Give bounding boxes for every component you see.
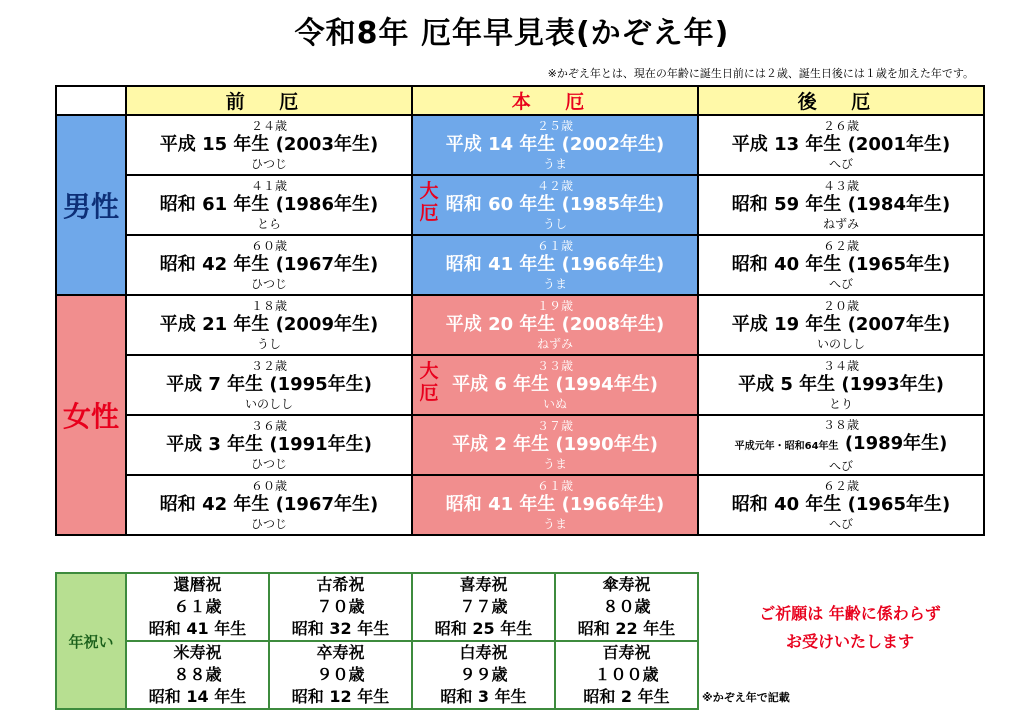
zenyaku-cell bbox=[126, 475, 412, 535]
year-value: (1989年生) bbox=[844, 432, 948, 454]
atoyaku-cell bbox=[698, 295, 984, 355]
era-note: 平成元年・昭和64年生 bbox=[734, 440, 839, 452]
iwai-cell bbox=[555, 573, 698, 641]
taiyaku-bottom: 厄 bbox=[419, 382, 439, 404]
age-text: ４１歳 bbox=[250, 179, 287, 193]
male-row bbox=[56, 115, 984, 175]
age-text: ４２歳 bbox=[536, 179, 573, 193]
honyaku-cell bbox=[412, 175, 698, 235]
iwai-cell bbox=[412, 573, 555, 641]
atoyaku-cell bbox=[698, 355, 984, 415]
zodiac-text: とり bbox=[828, 397, 853, 411]
honyaku-cell bbox=[412, 235, 698, 295]
zodiac-text: へび bbox=[828, 458, 853, 473]
female-row bbox=[56, 475, 984, 535]
taiyaku-mark bbox=[419, 360, 439, 404]
honyaku-cell bbox=[412, 415, 698, 475]
iwai-name: 古希祝 bbox=[316, 575, 365, 594]
header-atoyaku: 後 厄 bbox=[698, 86, 984, 115]
birth-year-text: 平成 6 年生 (1994年生) bbox=[452, 374, 658, 395]
iwai-age: ８８歳 bbox=[173, 665, 222, 684]
atoyaku-cell bbox=[698, 475, 984, 535]
zenyaku-cell bbox=[126, 355, 412, 415]
yakudoshi-table bbox=[55, 85, 985, 536]
birth-year-text: 平成 15 年生 (2003年生) bbox=[159, 134, 379, 155]
header-row bbox=[56, 86, 984, 115]
honyaku-cell bbox=[412, 475, 698, 535]
birth-year-text: 平成 2 年生 (1990年生) bbox=[452, 434, 658, 455]
header-corner bbox=[56, 86, 126, 115]
iwai-name: 米寿祝 bbox=[173, 643, 222, 662]
zenyaku-cell bbox=[126, 175, 412, 235]
age-text: ４３歳 bbox=[822, 179, 859, 193]
age-text: １９歳 bbox=[536, 299, 573, 313]
age-text: ６０歳 bbox=[250, 239, 287, 253]
taiyaku-mark bbox=[419, 180, 439, 224]
atoyaku-cell bbox=[698, 175, 984, 235]
zodiac-text: ねずみ bbox=[536, 337, 573, 351]
age-text: ２５歳 bbox=[536, 119, 573, 133]
age-text: ６２歳 bbox=[822, 479, 859, 493]
iwai-year: 昭和 41 年生 bbox=[148, 619, 247, 638]
iwai-year: 昭和 32 年生 bbox=[291, 619, 390, 638]
age-text: ３４歳 bbox=[822, 359, 859, 373]
age-text: ６２歳 bbox=[822, 239, 859, 253]
iwai-age: ９０歳 bbox=[316, 665, 365, 684]
birth-year-text: 平成 14 年生 (2002年生) bbox=[445, 134, 665, 155]
taiyaku-bottom: 厄 bbox=[419, 202, 439, 224]
zodiac-text: うま bbox=[542, 277, 567, 291]
iwai-age: ８０歳 bbox=[602, 597, 651, 616]
zodiac-text: うし bbox=[542, 217, 567, 231]
age-text: ６１歳 bbox=[536, 479, 573, 493]
iwai-cell bbox=[269, 641, 412, 709]
age-text: ３８歳 bbox=[822, 417, 859, 432]
iwai-age: ９９歳 bbox=[459, 665, 508, 684]
iwai-cell bbox=[555, 641, 698, 709]
age-text: ２０歳 bbox=[822, 299, 859, 313]
zenyaku-cell bbox=[126, 415, 412, 475]
birth-year-text: 昭和 41 年生 (1966年生) bbox=[445, 494, 665, 515]
toshi-iwai-table bbox=[55, 572, 699, 710]
iwai-age: ７７歳 bbox=[459, 597, 508, 616]
iwai-row bbox=[56, 641, 698, 709]
birth-year-text: 平成 7 年生 (1995年生) bbox=[166, 374, 372, 395]
female-row bbox=[56, 295, 984, 355]
birth-year-text: 昭和 59 年生 (1984年生) bbox=[731, 194, 951, 215]
iwai-name: 還暦祝 bbox=[173, 575, 222, 594]
zodiac-text: ねずみ bbox=[822, 217, 859, 231]
birth-year-text bbox=[699, 432, 983, 459]
zodiac-text: うま bbox=[542, 457, 567, 471]
zodiac-text: ひつじ bbox=[250, 277, 287, 291]
zodiac-text: いのしし bbox=[816, 337, 865, 351]
iwai-name: 傘寿祝 bbox=[602, 575, 651, 594]
female-row bbox=[56, 355, 984, 415]
iwai-age: ６１歳 bbox=[173, 597, 222, 616]
zodiac-text: いぬ bbox=[542, 397, 567, 411]
taiyaku-top: 大 bbox=[419, 180, 439, 202]
zodiac-text: ひつじ bbox=[250, 157, 287, 171]
zodiac-text: ひつじ bbox=[250, 517, 287, 531]
iwai-year: 昭和 22 年生 bbox=[577, 619, 676, 638]
zodiac-text: ひつじ bbox=[250, 457, 287, 471]
iwai-name: 卒寿祝 bbox=[316, 643, 365, 662]
iwai-age: ７０歳 bbox=[316, 597, 365, 616]
birth-year-text: 平成 3 年生 (1991年生) bbox=[166, 434, 372, 455]
honyaku-cell bbox=[412, 355, 698, 415]
birth-year-text: 平成 19 年生 (2007年生) bbox=[731, 314, 951, 335]
female-label: 女性 bbox=[56, 295, 126, 535]
zenyaku-cell bbox=[126, 115, 412, 175]
zodiac-text: へび bbox=[828, 157, 853, 171]
prayer-note-line1: ご祈願は 年齢に係わらず bbox=[759, 604, 941, 623]
birth-year-text: 昭和 40 年生 (1965年生) bbox=[731, 494, 951, 515]
zodiac-text: うま bbox=[542, 517, 567, 531]
age-text: ３７歳 bbox=[536, 419, 573, 433]
iwai-cell bbox=[412, 641, 555, 709]
zodiac-text: へび bbox=[828, 517, 853, 531]
zenyaku-cell bbox=[126, 295, 412, 355]
iwai-cell bbox=[126, 573, 269, 641]
zodiac-text: うま bbox=[542, 157, 567, 171]
male-row bbox=[56, 235, 984, 295]
iwai-year: 昭和 2 年生 bbox=[583, 687, 670, 706]
birth-year-text: 昭和 42 年生 (1967年生) bbox=[159, 494, 379, 515]
birth-year-text: 昭和 61 年生 (1986年生) bbox=[159, 194, 379, 215]
taiyaku-top: 大 bbox=[419, 360, 439, 382]
page-title: 令和8年 厄年早見表(かぞえ年) bbox=[294, 16, 730, 51]
iwai-name: 白寿祝 bbox=[459, 643, 508, 662]
honyaku-cell bbox=[412, 115, 698, 175]
subtitle-note: ※かぞえ年とは、現在の年齢に誕生日前には２歳、誕生日後には１歳を加えた年です。 bbox=[547, 67, 974, 80]
male-label: 男性 bbox=[56, 115, 126, 295]
atoyaku-cell bbox=[698, 115, 984, 175]
age-text: ２６歳 bbox=[822, 119, 859, 133]
birth-year-text: 平成 21 年生 (2009年生) bbox=[159, 314, 379, 335]
prayer-note-line2: お受けいたします bbox=[785, 632, 914, 651]
iwai-year: 昭和 25 年生 bbox=[434, 619, 533, 638]
zodiac-text: へび bbox=[828, 277, 853, 291]
iwai-year: 昭和 3 年生 bbox=[440, 687, 527, 706]
atoyaku-cell bbox=[698, 415, 984, 475]
honyaku-cell bbox=[412, 295, 698, 355]
prayer-note bbox=[730, 600, 970, 656]
age-text: ３２歳 bbox=[250, 359, 287, 373]
age-text: ２４歳 bbox=[250, 119, 287, 133]
header-zenyaku: 前 厄 bbox=[126, 86, 412, 115]
iwai-year: 昭和 12 年生 bbox=[291, 687, 390, 706]
zodiac-text: うし bbox=[256, 337, 281, 351]
kazoe-note: ※かぞえ年で記載 bbox=[702, 691, 790, 704]
male-row bbox=[56, 175, 984, 235]
zenyaku-cell bbox=[126, 235, 412, 295]
female-row bbox=[56, 415, 984, 475]
age-text: ３６歳 bbox=[250, 419, 287, 433]
birth-year-text: 昭和 40 年生 (1965年生) bbox=[731, 254, 951, 275]
age-text: ６１歳 bbox=[536, 239, 573, 253]
iwai-age: １００歳 bbox=[594, 665, 659, 684]
age-text: ３３歳 bbox=[536, 359, 573, 373]
iwai-label: 年祝い bbox=[56, 573, 126, 709]
birth-year-text: 昭和 60 年生 (1985年生) bbox=[445, 194, 665, 215]
birth-year-text: 昭和 41 年生 (1966年生) bbox=[445, 254, 665, 275]
iwai-row bbox=[56, 573, 698, 641]
iwai-year: 昭和 14 年生 bbox=[148, 687, 247, 706]
iwai-cell bbox=[126, 641, 269, 709]
age-text: ６０歳 bbox=[250, 479, 287, 493]
header-honyaku: 本 厄 bbox=[412, 86, 698, 115]
iwai-cell bbox=[269, 573, 412, 641]
birth-year-text: 昭和 42 年生 (1967年生) bbox=[159, 254, 379, 275]
age-text: １８歳 bbox=[250, 299, 287, 313]
iwai-name: 喜寿祝 bbox=[459, 575, 508, 594]
birth-year-text: 平成 20 年生 (2008年生) bbox=[445, 314, 665, 335]
zodiac-text: とら bbox=[256, 217, 281, 231]
atoyaku-cell bbox=[698, 235, 984, 295]
birth-year-text: 平成 13 年生 (2001年生) bbox=[731, 134, 951, 155]
zodiac-text: いのしし bbox=[244, 397, 293, 411]
iwai-name: 百寿祝 bbox=[602, 643, 651, 662]
birth-year-text: 平成 5 年生 (1993年生) bbox=[738, 374, 944, 395]
